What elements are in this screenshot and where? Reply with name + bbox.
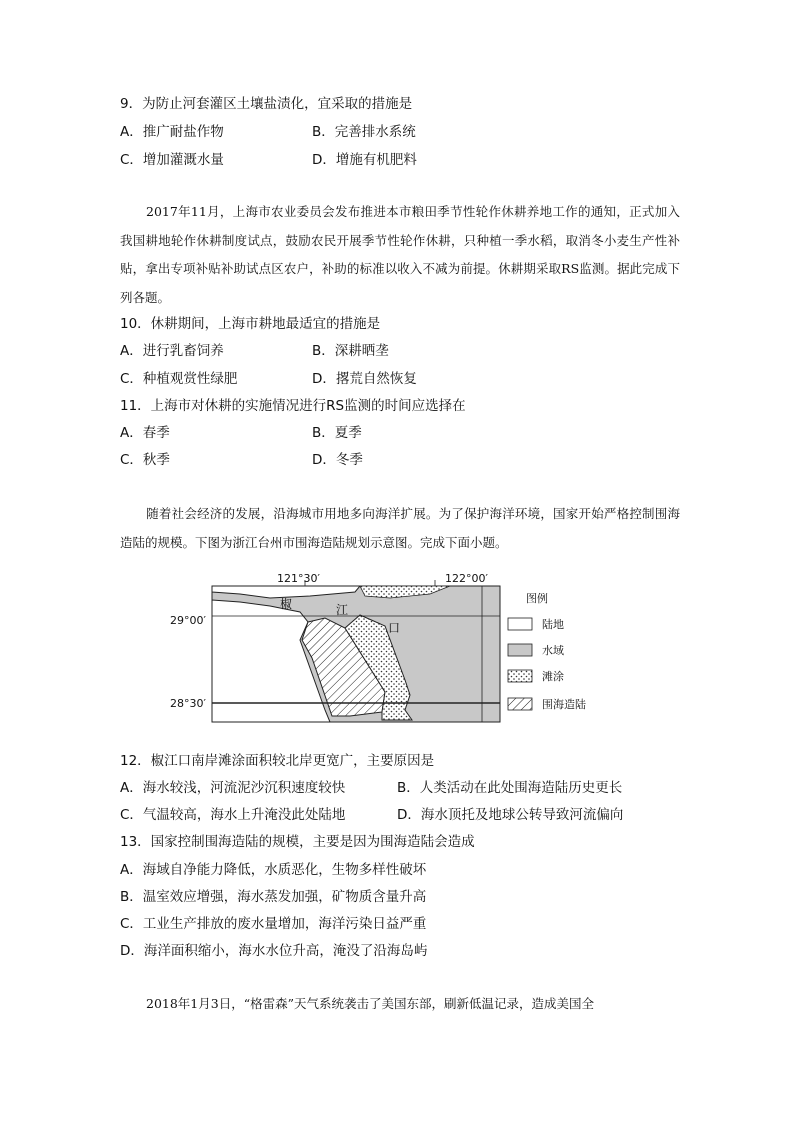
legend-tidal-swatch — [508, 670, 532, 682]
legend-title: 图例 — [526, 592, 548, 605]
lon-label-2: 122°00′ — [445, 572, 488, 585]
passage-2: 随着社会经济的发展，沿海城市用地多向海洋扩展。为了保护海洋环境，国家开始严格控制围海造陆的规模。下图为浙江台州市围海造陆规划示意图。完成下面小题。 — [120, 506, 680, 550]
q10-option-d: D．撂荒自然恢复 — [312, 371, 417, 387]
q11-stem: 11．上海市对休耕的实施情况进行RS监测的时间应选择在 — [120, 398, 466, 414]
q10-option-c: C．种植观赏性绿肥 — [120, 371, 238, 387]
q12-option-a: A．海水较浅，河流泥沙沉积速度较快 — [120, 780, 346, 796]
q9-option-c: C．增加灌溉水量 — [120, 152, 224, 168]
q9-option-a: A．推广耐盐作物 — [120, 124, 224, 140]
q11-option-b: B．夏季 — [312, 425, 362, 441]
lon-label-1: 121°30′ — [277, 572, 320, 585]
place-char-3: 口 — [388, 621, 401, 635]
lat-label-1: 29°00′ — [170, 614, 206, 627]
q9-option-d: D．增施有机肥料 — [312, 152, 417, 168]
reclamation-map — [160, 570, 620, 730]
legend-reclaim-label: 围海造陆 — [542, 698, 586, 711]
q10-option-a: A．进行乳畜饲养 — [120, 343, 224, 359]
q11-option-c: C．秋季 — [120, 452, 170, 468]
q11-option-d: D．冬季 — [312, 452, 363, 468]
place-char-2: 江 — [336, 603, 349, 617]
place-char-1: 椒 — [280, 597, 293, 611]
passage-1: 2017年11月，上海市农业委员会发布推进本市粮田季节性轮作休耕养地工作的通知，正式加入我国耕地轮作休耕制度试点，鼓励农民开展季节性轮作休耕，只种植一季水稻，取消冬小麦生产性补贴，拿出专项补贴补助试点区农户，补助的标准以收入不减为前提。休耕期采取RS监测。据此完成下列各题。 — [120, 204, 680, 305]
q10-stem: 10．休耕期间，上海市耕地最适宜的措施是 — [120, 316, 381, 332]
legend-reclaim-swatch — [508, 698, 532, 710]
passage-3: 2018年1月3日，“格雷森”天气系统袭击了美国东部，刷新低温记录，造成美国全 — [146, 996, 594, 1011]
legend-water-label: 水域 — [542, 644, 564, 657]
q13-option-a: A．海域自净能力降低，水质恶化，生物多样性破坏 — [120, 862, 427, 878]
lat-label-2: 28°30′ — [170, 697, 206, 710]
legend-water-swatch — [508, 644, 532, 656]
q10-option-b: B．深耕晒垄 — [312, 343, 389, 359]
legend-land-label: 陆地 — [542, 618, 564, 631]
legend-land-swatch — [508, 618, 532, 630]
q12-option-b: B．人类活动在此处围海造陆历史更长 — [397, 780, 623, 796]
q12-option-c: C．气温较高，海水上升淹没此处陆地 — [120, 807, 346, 823]
q11-option-a: A．春季 — [120, 425, 170, 441]
q9-stem: 9．为防止河套灌区土壤盐渍化，宜采取的措施是 — [120, 96, 413, 112]
q13-option-c: C．工业生产排放的废水量增加，海洋污染日益严重 — [120, 916, 427, 932]
q12-stem: 12．椒江口南岸滩涂面积较北岸更宽广，主要原因是 — [120, 753, 435, 769]
reclamation-map-figure — [160, 570, 620, 730]
q12-option-d: D．海水顶托及地球公转导致河流偏向 — [397, 807, 624, 823]
legend-tidal-label: 滩涂 — [542, 670, 564, 683]
q13-option-d: D．海洋面积缩小，海水水位升高，淹没了沿海岛屿 — [120, 943, 428, 959]
q13-stem: 13．国家控制围海造陆的规模，主要是因为围海造陆会造成 — [120, 834, 475, 850]
q13-option-b: B．温室效应增强，海水蒸发加强，矿物质含量升高 — [120, 889, 427, 905]
q9-option-b: B．完善排水系统 — [312, 124, 416, 140]
